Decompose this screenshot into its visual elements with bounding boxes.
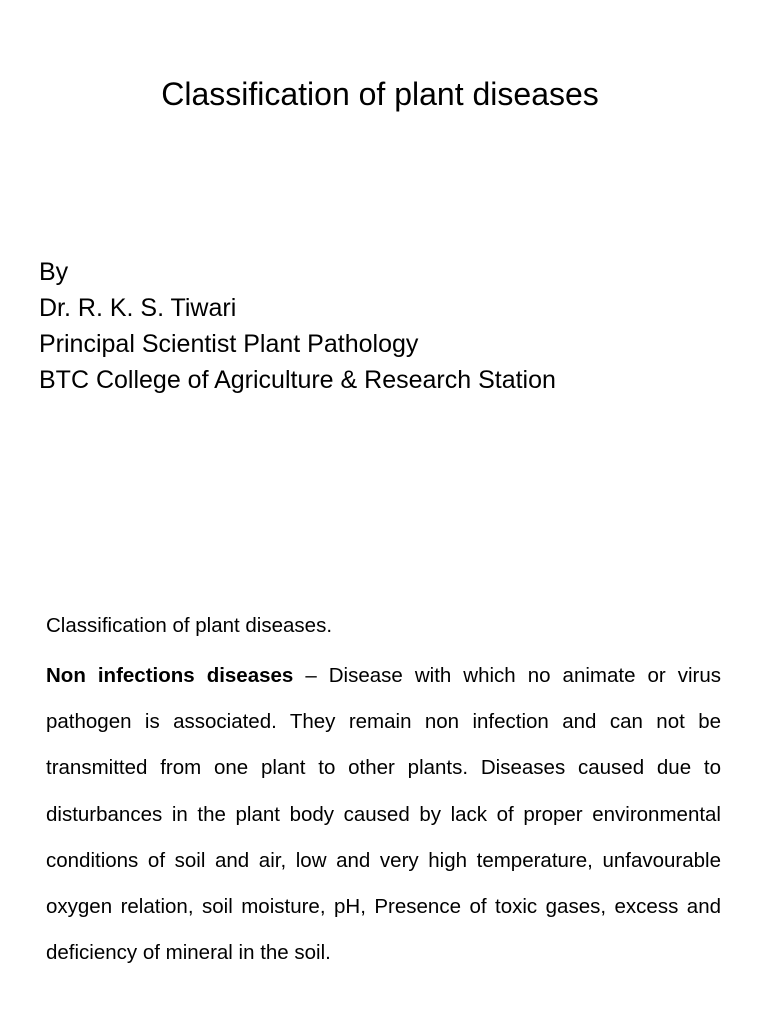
definition-text: – Disease with which no animate or virus pathogen is associated. They remain non infection and can not be transmitted from one plant to other plants. Diseases caused due to disturbances in the plant body caused by lack of proper environmental conditions of soil and air, low and very high temperature, unfavourable oxygen relation, soil moisture, pH, Presence of toxic gases, excess and deficiency of mineral in the soil. bbox=[46, 664, 722, 965]
slide-title: Classification of plant diseases bbox=[161, 76, 599, 112]
content-heading: Classification of plant diseases. bbox=[46, 614, 333, 637]
author-name: Dr. R. K. S. Tiwari bbox=[39, 294, 237, 322]
author-block bbox=[39, 254, 739, 398]
defined-term: Non infections diseases bbox=[46, 664, 294, 687]
definition-paragraph bbox=[46, 653, 721, 976]
author-institution: BTC College of Agriculture & Research Station bbox=[39, 366, 556, 394]
content-block bbox=[46, 607, 721, 976]
by-line: By bbox=[39, 258, 69, 286]
author-designation: Principal Scientist Plant Pathology bbox=[39, 330, 419, 358]
